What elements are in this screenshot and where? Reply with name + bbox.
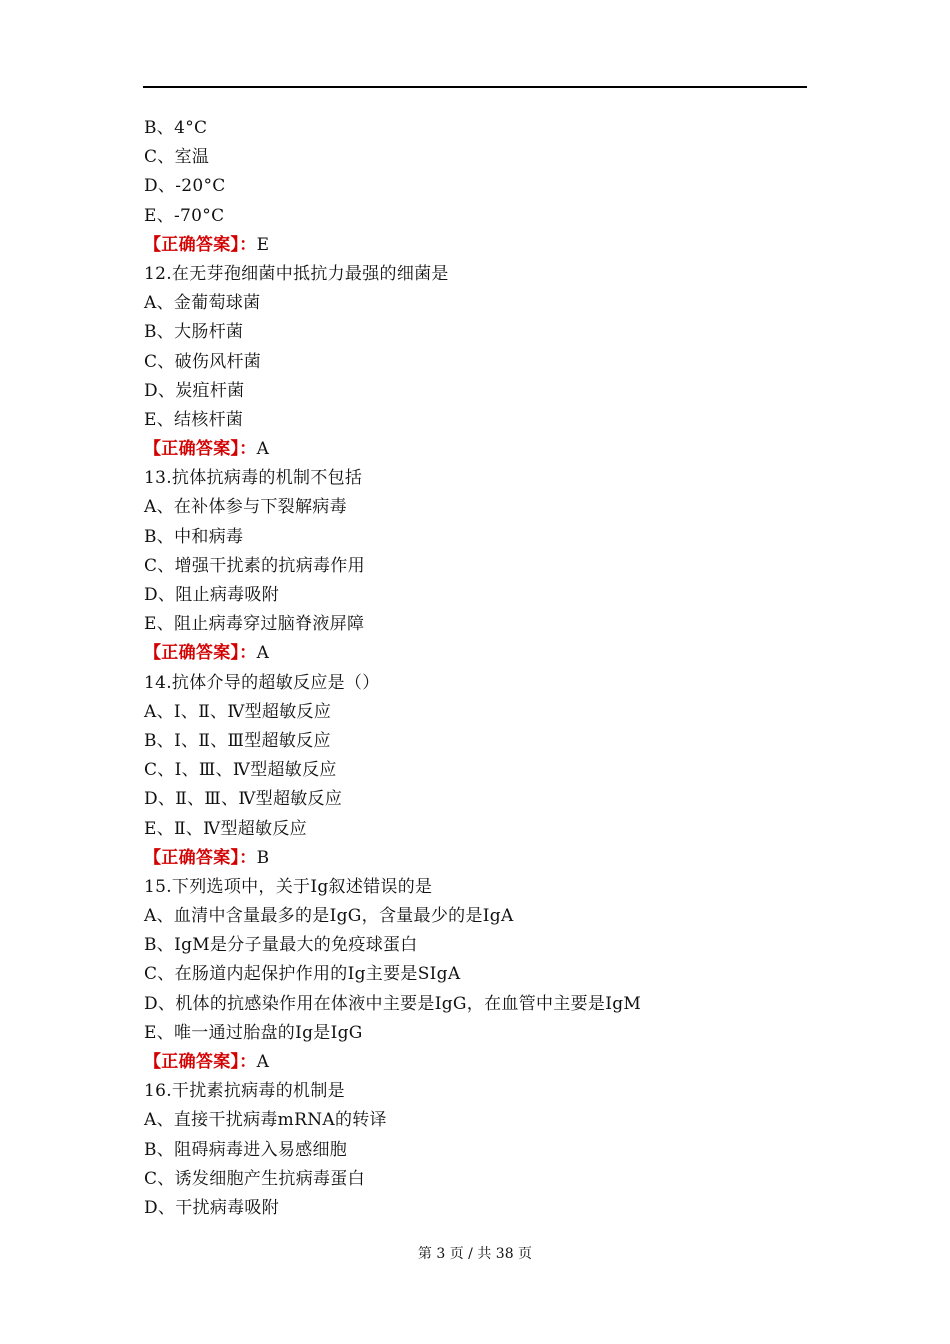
option-text: C、室温: [144, 147, 210, 168]
question-text: 16.干扰素抗病毒的机制是: [144, 1081, 345, 1102]
option-text: E、阻止病毒穿过脑脊液屏障: [144, 614, 365, 635]
answer-line: [144, 231, 824, 260]
answer-label: 【正确答案】：: [144, 1052, 257, 1072]
option-text: B、Ⅰ、Ⅱ、Ⅲ型超敏反应: [144, 730, 331, 751]
answer-value: B: [256, 847, 270, 868]
option-text: A、金葡萄球菌: [144, 293, 261, 314]
option-text: C、Ⅰ、Ⅲ、Ⅳ型超敏反应: [144, 760, 337, 781]
option-text: E、唯一通过胎盘的Ig是IgG: [144, 1022, 363, 1043]
page-footer: 第 3 页 / 共 38 页: [417, 1246, 533, 1262]
option-text: A、Ⅰ、Ⅱ、Ⅳ型超敏反应: [144, 701, 332, 722]
option-text: E、-70°C: [144, 205, 225, 226]
option-text: E、Ⅱ、Ⅳ型超敏反应: [144, 818, 307, 839]
answer-label: 【正确答案】：: [144, 847, 257, 868]
option-text: C、增强干扰素的抗病毒作用: [144, 555, 365, 576]
option-text: D、机体的抗感染作用在体液中主要是IgG，在血管中主要是IgM: [144, 993, 642, 1014]
answer-value: A: [256, 1052, 270, 1072]
question-text: 15.下列选项中，关于Ig叙述错误的是: [144, 876, 433, 897]
option-text: C、诱发细胞产生抗病毒蛋白: [144, 1168, 365, 1189]
option-text: C、破伤风杆菌: [144, 351, 262, 372]
option-text: B、4°C: [144, 118, 208, 138]
option-text: B、大肠杆菌: [144, 322, 244, 343]
answer-label: 【正确答案】：: [144, 439, 257, 460]
answer-line: [144, 844, 824, 873]
answer-line: [144, 1048, 824, 1077]
answer-value: A: [256, 643, 270, 664]
answer-value: E: [256, 234, 270, 255]
option-text: D、炭疽杆菌: [144, 380, 245, 401]
option-text: B、阻碍病毒进入易感细胞: [144, 1139, 348, 1160]
answer-line: [144, 435, 824, 464]
option-text: E、结核杆菌: [144, 409, 244, 430]
option-text: B、中和病毒: [144, 526, 244, 547]
option-text: C、在肠道内起保护作用的Ig主要是SIgA: [144, 964, 461, 985]
page-content: [144, 114, 824, 1223]
answer-value: A: [256, 439, 270, 460]
question-text: 13.抗体抗病毒的机制不包括: [144, 468, 363, 489]
answer-label: 【正确答案】：: [144, 643, 257, 664]
option-text: D、阻止病毒吸附: [144, 585, 280, 605]
question-text: 12.在无芽孢细菌中抵抗力最强的细菌是: [144, 263, 449, 284]
option-text: B、IgM是分子量最大的免疫球蛋白: [144, 935, 418, 956]
option-text: A、在补体参与下裂解病毒: [144, 497, 347, 518]
option-text: D、-20°C: [144, 176, 226, 197]
answer-label: 【正确答案】：: [144, 234, 257, 255]
option-text: D、Ⅱ、Ⅲ、Ⅳ型超敏反应: [144, 789, 343, 810]
option-text: A、直接干扰病毒mRNA的转译: [144, 1110, 387, 1131]
question-text: 14.抗体介导的超敏反应是（）: [144, 672, 380, 693]
header-rule: [143, 86, 807, 88]
answer-line: [144, 639, 824, 668]
option-text: A、血清中含量最多的是IgG，含量最少的是IgA: [144, 906, 514, 927]
option-text: D、干扰病毒吸附: [144, 1197, 280, 1218]
